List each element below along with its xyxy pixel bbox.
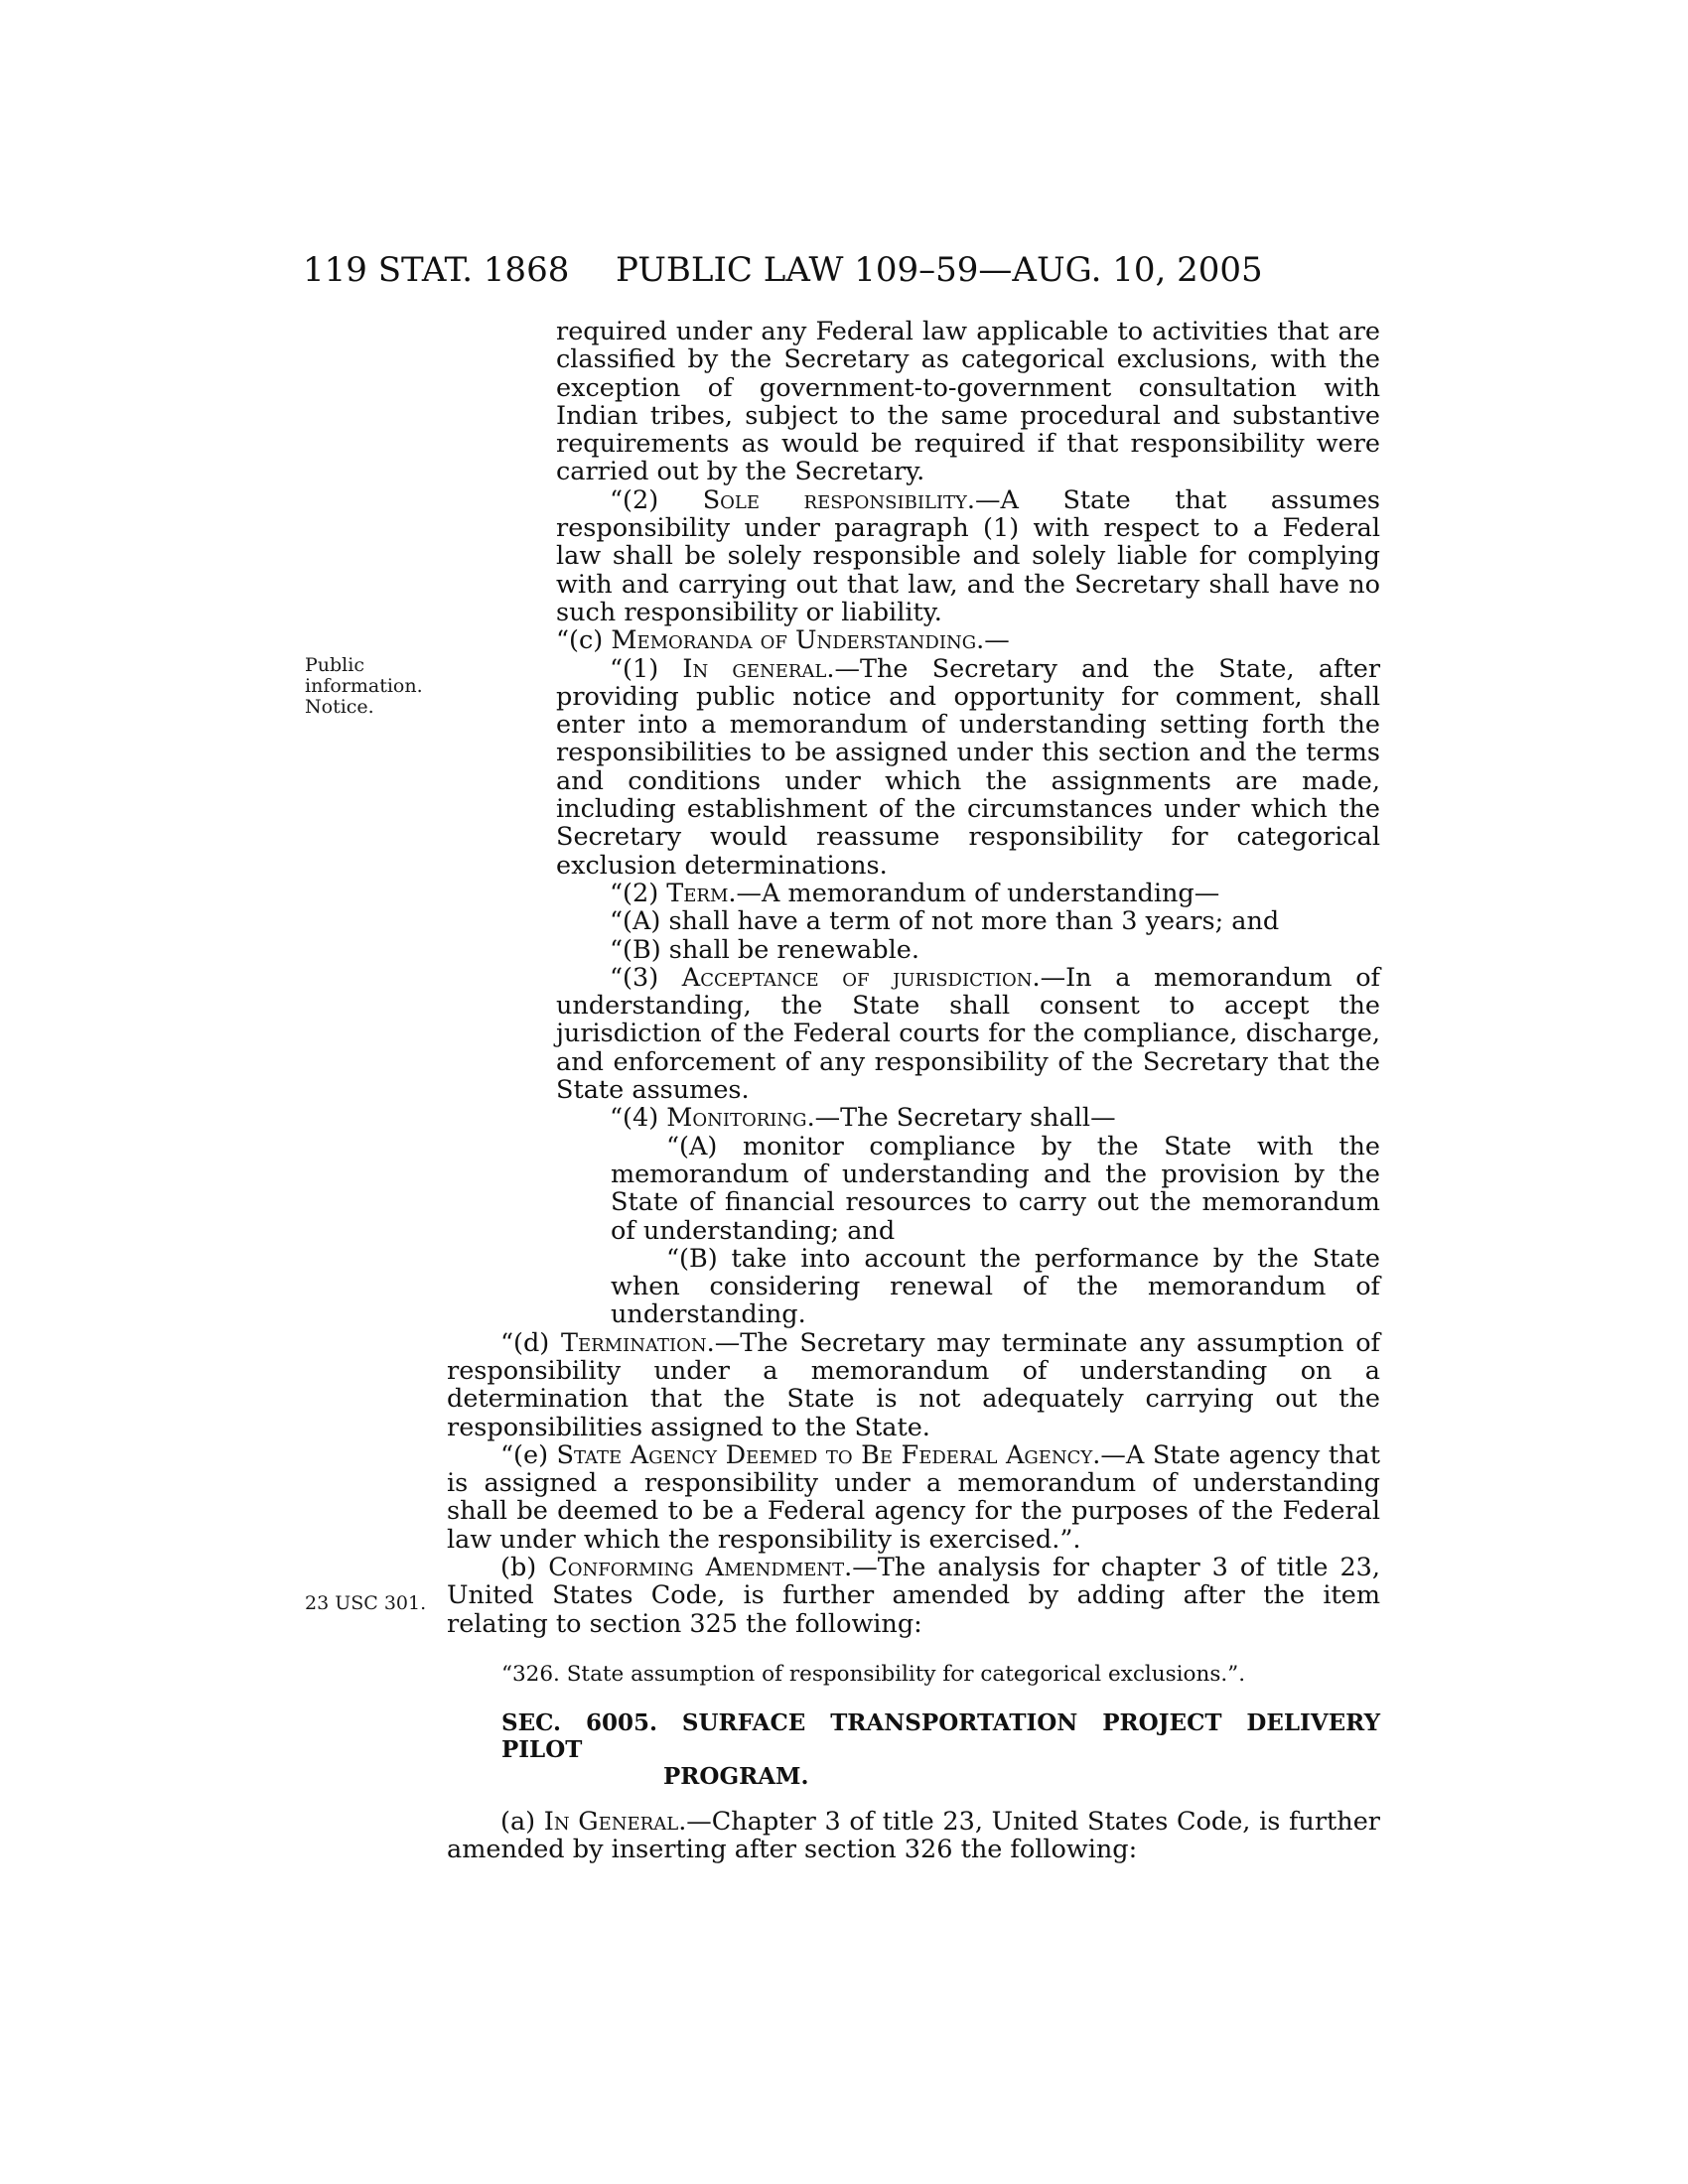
paragraph-number: “(2) [610,484,703,515]
subsection-number: “(e) [500,1439,557,1470]
paragraph-c2-term [556,880,1380,907]
subparagraph-c4a: “(A) monitor compliance by the State with the memorandum of understanding and the provision by the State of financial resources to carry out the memorandum of understanding; and [611,1131,1380,1246]
paragraph-heading: In general [682,653,827,684]
paragraph-heading: Term [666,878,729,908]
paragraph-body: .—In a memorandum of understanding, the State shall consent to accept the jurisdiction of the Federal courts for the compliance, discharge, and enforcement of any responsibility of the Secretary that the State assumes. [556,962,1380,1106]
subsection-d-termination [447,1329,1380,1441]
subsection-heading: Conforming Amendment [548,1553,845,1583]
subparagraph-c4b: “(B) take into account the performance by the State when considering renewal of the memorandum of understanding. [611,1243,1380,1330]
subsection-number: “(c) [556,625,612,656]
section-heading-line: SEC. 6005. SURFACE TRANSPORTATION PROJECT DELIVERY PILOT [501,1708,1380,1763]
paragraph-number: “(2) [610,878,667,908]
paragraph-body: .—The Secretary shall— [806,1103,1116,1134]
paragraph-body: .—A memorandum of understanding— [728,878,1220,908]
margin-note-line: information. [305,675,423,697]
paragraph-number: “(3) [610,962,682,993]
page-number-header: 119 STAT. 1868 [303,250,570,290]
paragraph-number: “(1) [610,653,683,684]
subsection-number: (b) [500,1553,549,1583]
subsection-heading: In General [543,1806,679,1837]
paragraph-heading: Sole responsibility [702,484,967,515]
subsection-body: .— [976,625,1010,656]
subsection-heading: Termination [560,1327,707,1358]
subsection-number: (a) [500,1806,544,1837]
margin-note-usc-citation: 23 USC 301. [305,1592,427,1614]
subparagraph-block [501,1133,1380,1329]
subsection-b-conforming-amendment [447,1554,1380,1638]
margin-note-line: Public [305,654,364,676]
statute-text-column [447,317,1381,1865]
paragraph-body: .—The Secretary and the State, after providing public notice and opportunity for comment, shall enter into a memorandum of understanding setting forth the responsibilities to be assigned under this section and the terms and conditions under which the assignments are made, including establishment of the circumstances under which the Secretary would reassume responsibility for categorical exclusion determinations. [556,653,1381,881]
running-header-title: PUBLIC LAW 109–59—AUG. 10, 2005 [616,250,1263,290]
section-heading-line: PROGRAM. [663,1762,809,1790]
subsection-c-heading [556,626,1380,654]
table-of-sections-entry: “326. State assumption of responsibility for categorical exclusions.”. [501,1661,1246,1687]
paragraph-c4-monitoring [556,1104,1380,1132]
paragraph-body: .—A State that assumes responsibility under paragraph (1) with respect to a Federal law shall be solely responsible and solely liable for complying with and carrying out that law, and the Secretary shall have no such responsibility or liability. [556,484,1381,627]
paragraph-intro-continuation: required under any Federal law applicable to activities that are classified by the Secretary as categorical exclusions, with the exception of government-to-government consultation with Indian tribes, subject to the same procedural and substantive requirements as would be required if that responsibility were carried out by the Secretary. [556,317,1380,487]
subsection-a-in-general [447,1808,1380,1864]
subsection-number: “(d) [500,1327,561,1358]
paragraph-c3-acceptance-of-jurisdiction [556,964,1380,1104]
subsection-heading: Memoranda of Understanding [611,625,977,656]
subsection-body: .—A State agency that is assigned a responsibility under a memorandum of understanding shall be deemed to be a Federal agency for the purposes of the Federal law under which the responsibility is exercised.”. [447,1439,1380,1555]
subparagraph-c2a: “(A) shall have a term of not more than 3 years; and [610,906,1280,937]
paragraph-sole-responsibility [556,486,1380,626]
subsection-heading: State Agency Deemed to Be Federal Agency [556,1439,1093,1470]
subsection-e-state-agency [447,1441,1380,1554]
paragraph-heading: Acceptance of jurisdiction [681,962,1033,993]
subsection-block [501,318,1380,1133]
margin-note-public-information [305,655,444,718]
margin-note-line: Notice. [305,696,374,718]
paragraph-number: “(4) [610,1103,667,1134]
subparagraph-c2b: “(B) shall be renewable. [610,934,919,965]
paragraph-c1-in-general [556,655,1380,880]
subsection-body: .—The analysis for chapter 3 of title 23, United States Code, is further amended by adding after the item relating to section 325 the following: [447,1553,1380,1639]
section-heading [501,1709,1380,1790]
subsection-body: .—The Secretary may terminate any assumption of responsibility under a memorandum of understanding on a determination that the State is not adequately carrying out the responsibilities assigned to the State. [447,1327,1380,1442]
paragraph-heading: Monitoring [666,1103,807,1134]
subsection-body: .—Chapter 3 of title 23, United States Code, is further amended by inserting after section 326 the following: [447,1806,1380,1865]
